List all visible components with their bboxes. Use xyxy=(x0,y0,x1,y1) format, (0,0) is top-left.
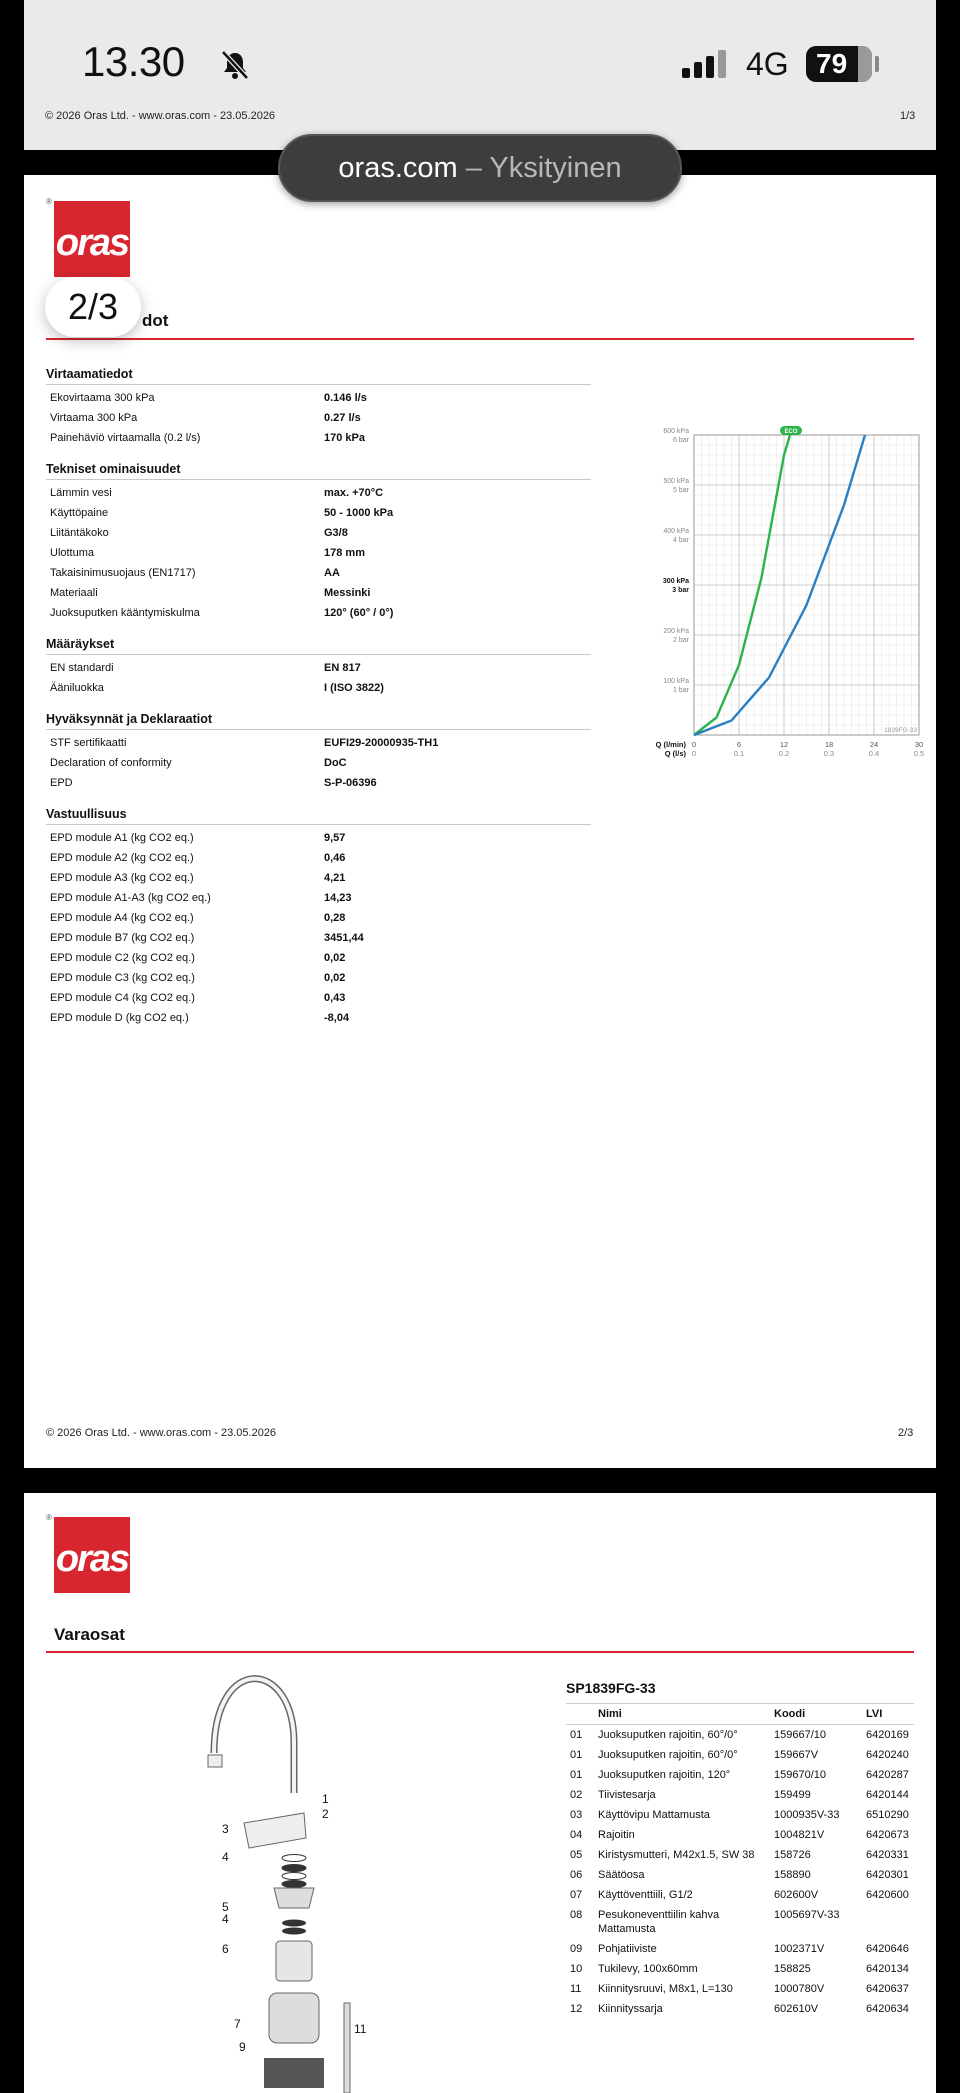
parts-cell: Kiinnitysruuvi, M8x1, L=130 xyxy=(598,1983,733,1995)
spec-row xyxy=(46,868,591,888)
spec-value: 3451,44 xyxy=(324,932,364,944)
y-tick-label-bar: 6 bar xyxy=(673,437,689,444)
page-number: 2/3 xyxy=(898,1427,914,1439)
spec-label: Virtaama 300 kPa xyxy=(50,412,138,424)
group-title: Vastuullisuus xyxy=(46,807,591,825)
part-callout: 4 xyxy=(222,1912,229,1926)
spec-row xyxy=(46,658,591,678)
registered-mark: ® xyxy=(46,1513,52,1522)
seal-ring xyxy=(282,1881,306,1888)
spec-value: Messinki xyxy=(324,587,371,599)
group-gap xyxy=(46,448,591,462)
spec-row xyxy=(46,753,591,773)
parts-cell: 1002371V xyxy=(774,1943,825,1955)
parts-cell: Kiinnityssarja xyxy=(598,2003,663,2015)
group-gap xyxy=(46,793,591,807)
oras-logo: oras xyxy=(54,201,130,277)
spec-value: 178 mm xyxy=(324,547,365,559)
spec-label: EPD module D (kg CO2 eq.) xyxy=(50,1012,189,1024)
battery-cap xyxy=(875,56,879,72)
parts-header-row xyxy=(566,1704,914,1725)
parts-cell: Pesukoneventtiilin kahva Mattamusta xyxy=(598,1909,720,1935)
parts-cell: 6420240 xyxy=(866,1749,909,1761)
parts-cell: 05 xyxy=(570,1849,583,1861)
spec-value: 0,02 xyxy=(324,972,346,984)
limiter xyxy=(274,1888,314,1908)
base xyxy=(264,2058,324,2088)
y-tick-label-kpa: 400 kPa xyxy=(663,528,689,535)
part-callout: 7 xyxy=(234,2017,241,2031)
spec-value: 14,23 xyxy=(324,892,352,904)
parts-row xyxy=(566,1805,914,1825)
part-callout: 4 xyxy=(222,1850,229,1864)
spec-label: EPD module A3 (kg CO2 eq.) xyxy=(50,872,194,884)
parts-cell: Tiivistesarja xyxy=(598,1789,656,1801)
parts-row xyxy=(566,1845,914,1865)
section-divider xyxy=(46,1651,914,1653)
spec-row xyxy=(46,928,591,948)
parts-row xyxy=(566,1765,914,1785)
parts-row xyxy=(566,1785,914,1805)
spec-row xyxy=(46,603,591,623)
spec-row xyxy=(46,483,591,503)
spec-value: 50 - 1000 kPa xyxy=(324,507,394,519)
x-tick-label-lmin: 0 xyxy=(691,740,697,749)
spec-label: EPD module B7 (kg CO2 eq.) xyxy=(50,932,195,944)
parts-cell: Juoksuputken rajoitin, 60°/0° xyxy=(598,1729,738,1741)
parts-cell: 159670/10 xyxy=(774,1769,826,1781)
spec-value: 9,57 xyxy=(324,832,346,844)
spec-label: Juoksuputken kääntymiskulma xyxy=(50,607,200,619)
spec-row xyxy=(46,888,591,908)
spec-label: Takaisinimusuojaus (EN1717) xyxy=(50,567,196,579)
spec-label: STF sertifikaatti xyxy=(50,737,127,749)
parts-header-cell xyxy=(566,1707,598,1721)
parts-cell: Rajoitin xyxy=(598,1829,635,1841)
parts-cell: 07 xyxy=(570,1889,583,1901)
spec-label: Materiaali xyxy=(50,587,98,599)
parts-cell: 602600V xyxy=(774,1889,819,1901)
group-gap xyxy=(46,698,591,712)
spec-row xyxy=(46,428,591,448)
group-title: Määräykset xyxy=(46,637,591,655)
spec-value: 0,46 xyxy=(324,852,346,864)
parts-cell: 159667/10 xyxy=(774,1729,826,1741)
spec-label: EN standardi xyxy=(50,662,114,674)
part-callout: 1 xyxy=(322,1792,329,1806)
x-tick-label-ls: 0.2 xyxy=(778,749,790,758)
part-callout: 5 xyxy=(222,1900,229,1914)
seal-ring xyxy=(282,1855,306,1862)
parts-row xyxy=(566,1725,914,1745)
pdf-page-2 xyxy=(24,175,936,1468)
status-time: 13.30 xyxy=(82,38,185,85)
parts-cell: 08 xyxy=(570,1909,583,1921)
parts-cell: 6420144 xyxy=(866,1789,909,1801)
x-tick-label-lmin: 12 xyxy=(779,740,789,749)
parts-row xyxy=(566,1959,914,1979)
parts-cell xyxy=(866,1908,914,1936)
nut-ring xyxy=(282,1928,306,1935)
spec-row xyxy=(46,503,591,523)
spec-label: EPD module A1-A3 (kg CO2 eq.) xyxy=(50,892,211,904)
spec-value: 0,43 xyxy=(324,992,346,1004)
parts-row xyxy=(566,1939,914,1959)
parts-row xyxy=(566,1905,914,1939)
parts-cell: 6510290 xyxy=(866,1809,909,1821)
part-callout: 11 xyxy=(354,2022,367,2036)
spec-row xyxy=(46,733,591,753)
spec-label: EPD module C4 (kg CO2 eq.) xyxy=(50,992,195,1004)
spec-value: AA xyxy=(324,567,340,579)
parts-table xyxy=(566,1703,914,2019)
parts-row xyxy=(566,1825,914,1845)
spec-label: Lämmin vesi xyxy=(50,487,112,499)
faucet-exploded-drawing xyxy=(204,1673,404,2093)
parts-cell: 6420673 xyxy=(866,1829,909,1841)
eco-label: ECO xyxy=(784,429,798,435)
parts-cell: 10 xyxy=(570,1963,583,1975)
registered-mark: ® xyxy=(46,197,52,206)
spec-row xyxy=(46,968,591,988)
spec-row xyxy=(46,948,591,968)
parts-cell: 03 xyxy=(570,1809,583,1821)
mount-bolt xyxy=(344,2003,350,2093)
parts-cell: 158825 xyxy=(774,1963,811,1975)
parts-cell: Kiristysmutteri, M42x1.5, SW 38 xyxy=(598,1849,755,1861)
x-tick-label-ls: 0 xyxy=(691,749,697,758)
parts-row xyxy=(566,1885,914,1905)
address-domain: oras.com xyxy=(338,152,458,184)
section-divider xyxy=(46,338,914,340)
x-tick-label-ls: 0.5 xyxy=(913,749,925,758)
x-tick-label-lmin: 18 xyxy=(824,740,834,749)
spec-row xyxy=(46,583,591,603)
y-tick-label-kpa: 300 kPa xyxy=(662,578,689,585)
x-tick-label-lmin: 6 xyxy=(736,740,742,749)
x-tick-label-ls: 0.4 xyxy=(868,749,880,758)
spec-label: Painehäviö virtaamalla (0.2 l/s) xyxy=(50,432,201,444)
previous-page-footer: © 2026 Oras Ltd. - www.oras.com - 23.05.2026 xyxy=(45,110,276,122)
browser-address-pill[interactable] xyxy=(278,134,682,202)
parts-header-cell: Nimi xyxy=(598,1708,622,1720)
parts-cell: 6420634 xyxy=(866,2003,909,2015)
parts-cell: 158890 xyxy=(774,1869,811,1881)
spec-row xyxy=(46,828,591,848)
spec-label: Ääniluokka xyxy=(50,682,104,694)
x-axis-label-ls: Q (l/s) xyxy=(664,749,686,758)
parts-row xyxy=(566,1745,914,1765)
oras-logo: oras xyxy=(54,1517,130,1593)
x-tick-label-ls: 0.3 xyxy=(823,749,835,758)
spec-label: EPD xyxy=(50,777,73,789)
spec-label: EPD module A1 (kg CO2 eq.) xyxy=(50,832,194,844)
y-tick-label-kpa: 600 kPa xyxy=(663,428,689,435)
parts-row xyxy=(566,1999,914,2019)
parts-cell: 01 xyxy=(570,1769,583,1781)
spec-value: 4,21 xyxy=(324,872,346,884)
parts-cell: 159499 xyxy=(774,1789,811,1801)
parts-cell: 159667V xyxy=(774,1749,819,1761)
y-tick-label-bar: 1 bar xyxy=(673,687,689,694)
signal-icon xyxy=(682,50,730,78)
spec-row xyxy=(46,908,591,928)
x-tick-label-lmin: 24 xyxy=(869,740,879,749)
spec-label: Declaration of conformity xyxy=(50,757,172,769)
parts-cell: Tukilevy, 100x60mm xyxy=(598,1963,698,1975)
spec-label: EPD module A4 (kg CO2 eq.) xyxy=(50,912,194,924)
spec-value: G3/8 xyxy=(324,527,348,539)
x-axis-label-lmin: Q (l/min) xyxy=(655,740,686,749)
parts-cell: 1004821V xyxy=(774,1829,825,1841)
parts-row xyxy=(566,1865,914,1885)
parts-cell: 602610V xyxy=(774,2003,819,2015)
spec-value: 170 kPa xyxy=(324,432,365,444)
x-tick-label-ls: 0.1 xyxy=(733,749,745,758)
spec-label: Ekovirtaama 300 kPa xyxy=(50,392,155,404)
parts-cell: 1005697V-33 xyxy=(774,1909,840,1921)
parts-cell: Käyttövipu Mattamusta xyxy=(598,1809,710,1821)
y-tick-label-bar: 5 bar xyxy=(673,487,689,494)
parts-cell: 01 xyxy=(570,1729,583,1741)
spec-value: -8,04 xyxy=(324,1012,350,1024)
parts-cell: Juoksuputken rajoitin, 60°/0° xyxy=(598,1749,738,1761)
nut-ring xyxy=(282,1920,306,1927)
parts-cell: 12 xyxy=(570,2003,583,2015)
private-mode-label: Yksityinen xyxy=(489,152,622,184)
spec-row xyxy=(46,543,591,563)
parts-cell: 6420600 xyxy=(866,1889,909,1901)
y-tick-label-kpa: 500 kPa xyxy=(663,478,689,485)
spec-value: 0.146 l/s xyxy=(324,392,367,404)
spec-value: EN 817 xyxy=(324,662,361,674)
parts-title: SP1839FG-33 xyxy=(566,1680,656,1696)
spec-value: EUFI29-20000935-TH1 xyxy=(324,737,439,749)
parts-cell: 6420134 xyxy=(866,1963,909,1975)
parts-cell: 6420301 xyxy=(866,1869,909,1881)
spec-value: 0,28 xyxy=(324,912,346,924)
parts-cell: 11 xyxy=(570,1983,582,1995)
spec-label: EPD module C2 (kg CO2 eq.) xyxy=(50,952,195,964)
group-title: Virtaamatiedot xyxy=(46,367,591,385)
spec-value: 0,02 xyxy=(324,952,346,964)
spec-label: Liitäntäkoko xyxy=(50,527,109,539)
pdf-page-3 xyxy=(24,1493,936,2093)
parts-header-cell: Koodi xyxy=(774,1708,806,1720)
parts-cell: 6420646 xyxy=(866,1943,909,1955)
group-title: Hyväksynnät ja Deklaraatiot xyxy=(46,712,591,730)
previous-page-number: 1/3 xyxy=(900,110,916,122)
spec-label: EPD module C3 (kg CO2 eq.) xyxy=(50,972,195,984)
parts-cell: Juoksuputken rajoitin, 120° xyxy=(598,1769,731,1781)
part-callout: 2 xyxy=(322,1807,329,1821)
cartridge xyxy=(276,1941,312,1981)
lever xyxy=(244,1813,306,1848)
spec-value: 0.27 l/s xyxy=(324,412,361,424)
flow-pressure-chart xyxy=(624,405,929,775)
spec-row xyxy=(46,523,591,543)
parts-cell: 1000780V xyxy=(774,1983,825,1995)
spec-row xyxy=(46,408,591,428)
parts-cell: Käyttöventtiili, G1/2 xyxy=(598,1889,693,1901)
section-title: dot xyxy=(142,311,169,330)
spec-row xyxy=(46,388,591,408)
parts-cell: 09 xyxy=(570,1943,583,1955)
y-tick-label-bar: 2 bar xyxy=(673,637,689,644)
aerator xyxy=(208,1755,222,1767)
seal-ring xyxy=(282,1865,306,1872)
parts-cell: 04 xyxy=(570,1829,583,1841)
chart-code-label: 1839FG-33 xyxy=(884,727,917,734)
spec-row xyxy=(46,848,591,868)
parts-cell: 06 xyxy=(570,1869,583,1881)
parts-cell: 02 xyxy=(570,1789,583,1801)
parts-cell: 158726 xyxy=(774,1849,811,1861)
spec-value: max. +70°C xyxy=(324,487,384,499)
x-tick-label-lmin: 30 xyxy=(914,740,924,749)
spout xyxy=(214,1679,294,1793)
part-callout: 3 xyxy=(222,1822,229,1836)
group-gap xyxy=(46,623,591,637)
spec-label: Ulottuma xyxy=(50,547,95,559)
spec-row xyxy=(46,988,591,1008)
part-callout: 6 xyxy=(222,1942,229,1956)
y-tick-label-bar: 3 bar xyxy=(672,587,689,594)
parts-header-cell: LVI xyxy=(866,1708,883,1720)
spec-table xyxy=(46,367,591,1028)
battery-icon xyxy=(806,46,872,82)
spec-row xyxy=(46,773,591,793)
parts-row xyxy=(566,1979,914,1999)
parts-cell: 6420287 xyxy=(866,1769,909,1781)
parts-cell: 6420637 xyxy=(866,1983,909,1995)
group-title: Tekniset ominaisuudet xyxy=(46,462,591,480)
spec-row xyxy=(46,1008,591,1028)
spec-label: Käyttöpaine xyxy=(50,507,109,519)
page-indicator: 2/3 xyxy=(45,277,141,337)
parts-cell: Pohjatiiviste xyxy=(598,1943,657,1955)
parts-cell: 6420331 xyxy=(866,1849,909,1861)
y-tick-label-kpa: 100 kPa xyxy=(663,678,689,685)
part-callout: 9 xyxy=(239,2040,246,2054)
spec-value: S-P-06396 xyxy=(324,777,377,789)
network-type: 4G xyxy=(746,46,789,82)
battery-level: 79 xyxy=(816,48,848,79)
section-title: Varaosat xyxy=(54,1625,125,1644)
y-tick-label-kpa: 200 kPa xyxy=(663,628,689,635)
parts-cell: Säätöosa xyxy=(598,1869,645,1881)
spec-value: 120° (60° / 0°) xyxy=(324,607,394,619)
spec-value: DoC xyxy=(324,757,347,769)
seal-ring xyxy=(282,1873,306,1880)
parts-cell: 6420169 xyxy=(866,1729,909,1741)
body xyxy=(269,1993,319,2043)
y-tick-label-bar: 4 bar xyxy=(673,537,689,544)
bell-muted-icon xyxy=(218,48,252,82)
parts-cell: 01 xyxy=(570,1749,583,1761)
spec-value: I (ISO 3822) xyxy=(324,682,384,694)
spec-label: EPD module A2 (kg CO2 eq.) xyxy=(50,852,194,864)
page-footer: © 2026 Oras Ltd. - www.oras.com - 23.05.2026 xyxy=(46,1427,277,1439)
spec-row xyxy=(46,678,591,698)
parts-cell: 1000935V-33 xyxy=(774,1809,840,1821)
spec-row xyxy=(46,563,591,583)
address-separator: – xyxy=(457,152,490,184)
